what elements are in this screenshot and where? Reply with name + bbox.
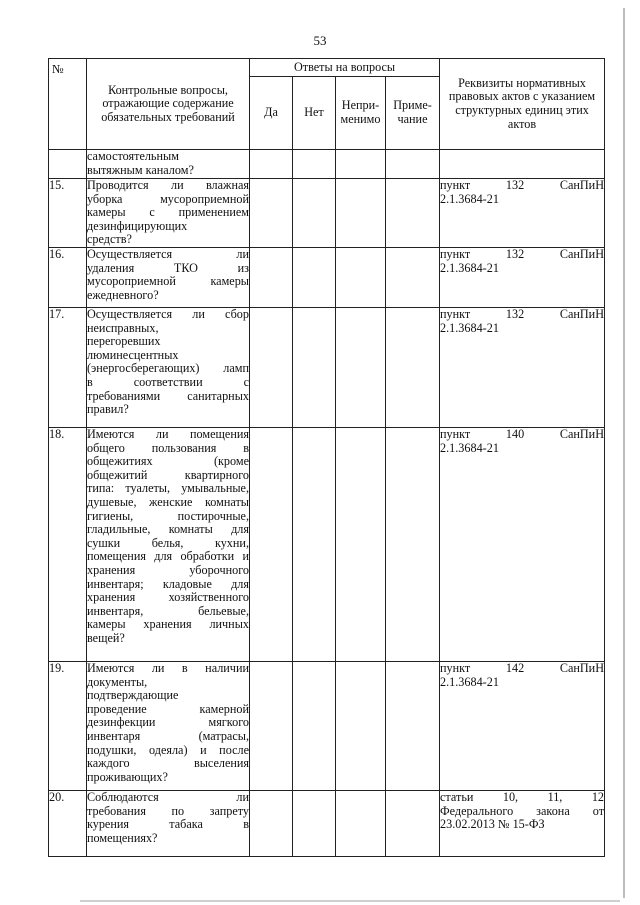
reference-line: 23.02.2013 № 15-ФЗ <box>440 817 545 832</box>
question-line: перегоревших <box>87 334 161 349</box>
answer-note-cell[interactable] <box>386 427 440 661</box>
reference-line: Федерального закона от <box>440 803 605 818</box>
scan-bottom-shadow <box>80 900 620 902</box>
question-line: средств? <box>87 232 132 247</box>
question-line: вещей? <box>87 630 125 645</box>
question-line: каждого выселения <box>87 756 249 771</box>
question-cell <box>87 179 250 248</box>
reference-line: пункт 132 СанПиН <box>440 306 605 321</box>
question-line: удаления ТКО из <box>87 260 249 275</box>
reference-line: пункт 140 СанПиН <box>440 426 605 441</box>
question-line: хранения уборочного <box>87 562 249 577</box>
header-note-line: чание <box>397 112 428 126</box>
question-line: типа: туалеты, умывальные, <box>87 481 249 496</box>
scan-edge-shadow <box>623 8 625 898</box>
question-line: мусороприемной камеры <box>87 274 249 289</box>
answer-not-applicable-cell[interactable] <box>336 307 386 427</box>
reference-line: 2.1.3684-21 <box>440 191 499 206</box>
answer-no-cell[interactable] <box>293 661 336 790</box>
table-row <box>49 661 605 790</box>
header-not-applicable-line: менимо <box>340 112 381 126</box>
header-question: Контрольные вопросы, отражающие содержание обязательных требований <box>87 59 250 150</box>
reference-line: 2.1.3684-21 <box>440 674 499 689</box>
reference-line: 2.1.3684-21 <box>440 260 499 275</box>
reference-cell <box>440 790 605 856</box>
answer-yes-cell[interactable] <box>250 307 293 427</box>
question-line: проживающих? <box>87 769 168 784</box>
question-line: общежитиях (кроме <box>87 454 249 469</box>
question-line: курения табака в <box>87 817 249 832</box>
question-line: инвентаря, бельевые, <box>87 603 249 618</box>
question-line: хранения хозяйственного <box>87 590 249 605</box>
reference-cell <box>440 179 605 248</box>
question-line: дезинфицирующих <box>87 218 188 233</box>
question-cell <box>87 307 250 427</box>
question-cell <box>87 150 250 179</box>
reference-line: 2.1.3684-21 <box>440 320 499 335</box>
question-line: Проводится ли влажная <box>87 178 249 192</box>
answer-no-cell[interactable] <box>293 307 336 427</box>
question-cell <box>87 661 250 790</box>
row-number: 16. <box>49 247 87 307</box>
answer-not-applicable-cell[interactable] <box>336 150 386 179</box>
table-row <box>49 307 605 427</box>
question-line: уборка мусороприемной <box>87 191 249 206</box>
answer-yes-cell[interactable] <box>250 427 293 661</box>
question-line: требованиями санитарных <box>87 388 249 403</box>
header-references: Реквизиты нормативных правовых актов с указанием структурных единиц этих актов <box>440 59 605 150</box>
question-line: требования по запрету <box>87 803 249 818</box>
reference-cell <box>440 427 605 661</box>
header-not-applicable <box>336 77 386 150</box>
header-not-applicable-line: Непри- <box>341 98 380 113</box>
question-line: Имеются ли помещения <box>87 426 249 441</box>
row-number: 19. <box>49 661 87 790</box>
reference-cell <box>440 247 605 307</box>
row-number <box>49 150 87 179</box>
question-line: документы, <box>87 674 148 689</box>
question-cell <box>87 247 250 307</box>
question-line: помещения для обработки и <box>87 549 249 564</box>
reference-cell <box>440 307 605 427</box>
question-line: дезинфекции мягкого <box>87 715 249 730</box>
answer-no-cell[interactable] <box>293 179 336 248</box>
checklist-table <box>48 58 605 857</box>
reference-line: 2.1.3684-21 <box>440 440 499 455</box>
reference-cell <box>440 661 605 790</box>
answer-no-cell[interactable] <box>293 247 336 307</box>
reference-line: пункт 132 СанПиН <box>440 246 605 261</box>
header-yes: Да <box>250 77 293 150</box>
row-number: 20. <box>49 790 87 856</box>
answer-not-applicable-cell[interactable] <box>336 247 386 307</box>
answer-note-cell[interactable] <box>386 247 440 307</box>
answer-yes-cell[interactable] <box>250 661 293 790</box>
answer-no-cell[interactable] <box>293 150 336 179</box>
answer-note-cell[interactable] <box>386 307 440 427</box>
table-body <box>49 150 605 857</box>
question-line: камеры хранения личных <box>87 617 249 632</box>
row-number: 15. <box>49 179 87 248</box>
answer-not-applicable-cell[interactable] <box>336 179 386 248</box>
question-line: неисправных, <box>87 320 159 335</box>
question-line: общего пользования в <box>87 440 249 455</box>
question-line: инвентаря; кладовые для <box>87 576 249 591</box>
question-line: камеры с применением <box>87 205 249 220</box>
question-line: гигиены, постирочные, <box>87 508 249 523</box>
answer-no-cell[interactable] <box>293 427 336 661</box>
header-note <box>386 77 440 150</box>
header-answers: Ответы на вопросы <box>250 59 440 77</box>
question-line: самостоятельным <box>87 149 179 163</box>
table-row <box>49 247 605 307</box>
header-number: № <box>49 59 87 150</box>
answer-note-cell[interactable] <box>386 150 440 179</box>
question-line: гладильные, комнаты для <box>87 522 249 537</box>
question-line: вытяжным каналом? <box>87 162 194 177</box>
row-number: 17. <box>49 307 87 427</box>
answer-yes-cell[interactable] <box>250 150 293 179</box>
question-line: подтверждающие <box>87 688 179 703</box>
header-no: Нет <box>293 77 336 150</box>
question-line: душевые, женские комнаты <box>87 494 249 509</box>
reference-line: пункт 142 СанПиН <box>440 660 605 675</box>
table-row <box>49 150 605 179</box>
question-line: ежедневного? <box>87 287 159 302</box>
question-line: Осуществляется ли сбор <box>87 306 249 321</box>
question-line: Соблюдаются ли <box>87 789 249 804</box>
question-line: Имеются ли в наличии <box>87 660 249 675</box>
reference-line: пункт 132 СанПиН <box>440 178 605 192</box>
question-line: помещениях? <box>87 830 158 845</box>
question-line: правил? <box>87 402 129 417</box>
answer-not-applicable-cell[interactable] <box>336 427 386 661</box>
question-line: в соответствии с <box>87 374 249 389</box>
answer-not-applicable-cell[interactable] <box>336 661 386 790</box>
question-cell <box>87 427 250 661</box>
question-line: подушки, одеяла) и после <box>87 742 249 757</box>
answer-note-cell[interactable] <box>386 661 440 790</box>
row-number: 18. <box>49 427 87 661</box>
question-line: люминесцентных <box>87 347 179 362</box>
reference-cell <box>440 150 605 179</box>
question-line: сушки белья, кухни, <box>87 535 249 550</box>
reference-line: статьи 10, 11, 12 <box>440 789 605 804</box>
question-line: Осуществляется ли <box>87 246 249 261</box>
header-note-line: Приме- <box>393 98 432 113</box>
header-row-1 <box>49 59 605 77</box>
answer-yes-cell[interactable] <box>250 179 293 248</box>
question-line: (энергосберегающих) ламп <box>87 361 249 376</box>
table-row <box>49 427 605 661</box>
answer-yes-cell[interactable] <box>250 790 293 856</box>
question-line: инвентаря (матрасы, <box>87 728 249 743</box>
question-line: проведение камерной <box>87 701 249 716</box>
answer-yes-cell[interactable] <box>250 247 293 307</box>
answer-not-applicable-cell[interactable] <box>336 790 386 856</box>
question-line: общежитий квартирного <box>87 467 249 482</box>
table-row <box>49 179 605 248</box>
table-row <box>49 790 605 856</box>
answer-note-cell[interactable] <box>386 790 440 856</box>
answer-no-cell[interactable] <box>293 790 336 856</box>
page-number: 53 <box>313 33 327 48</box>
question-cell <box>87 790 250 856</box>
answer-note-cell[interactable] <box>386 179 440 248</box>
